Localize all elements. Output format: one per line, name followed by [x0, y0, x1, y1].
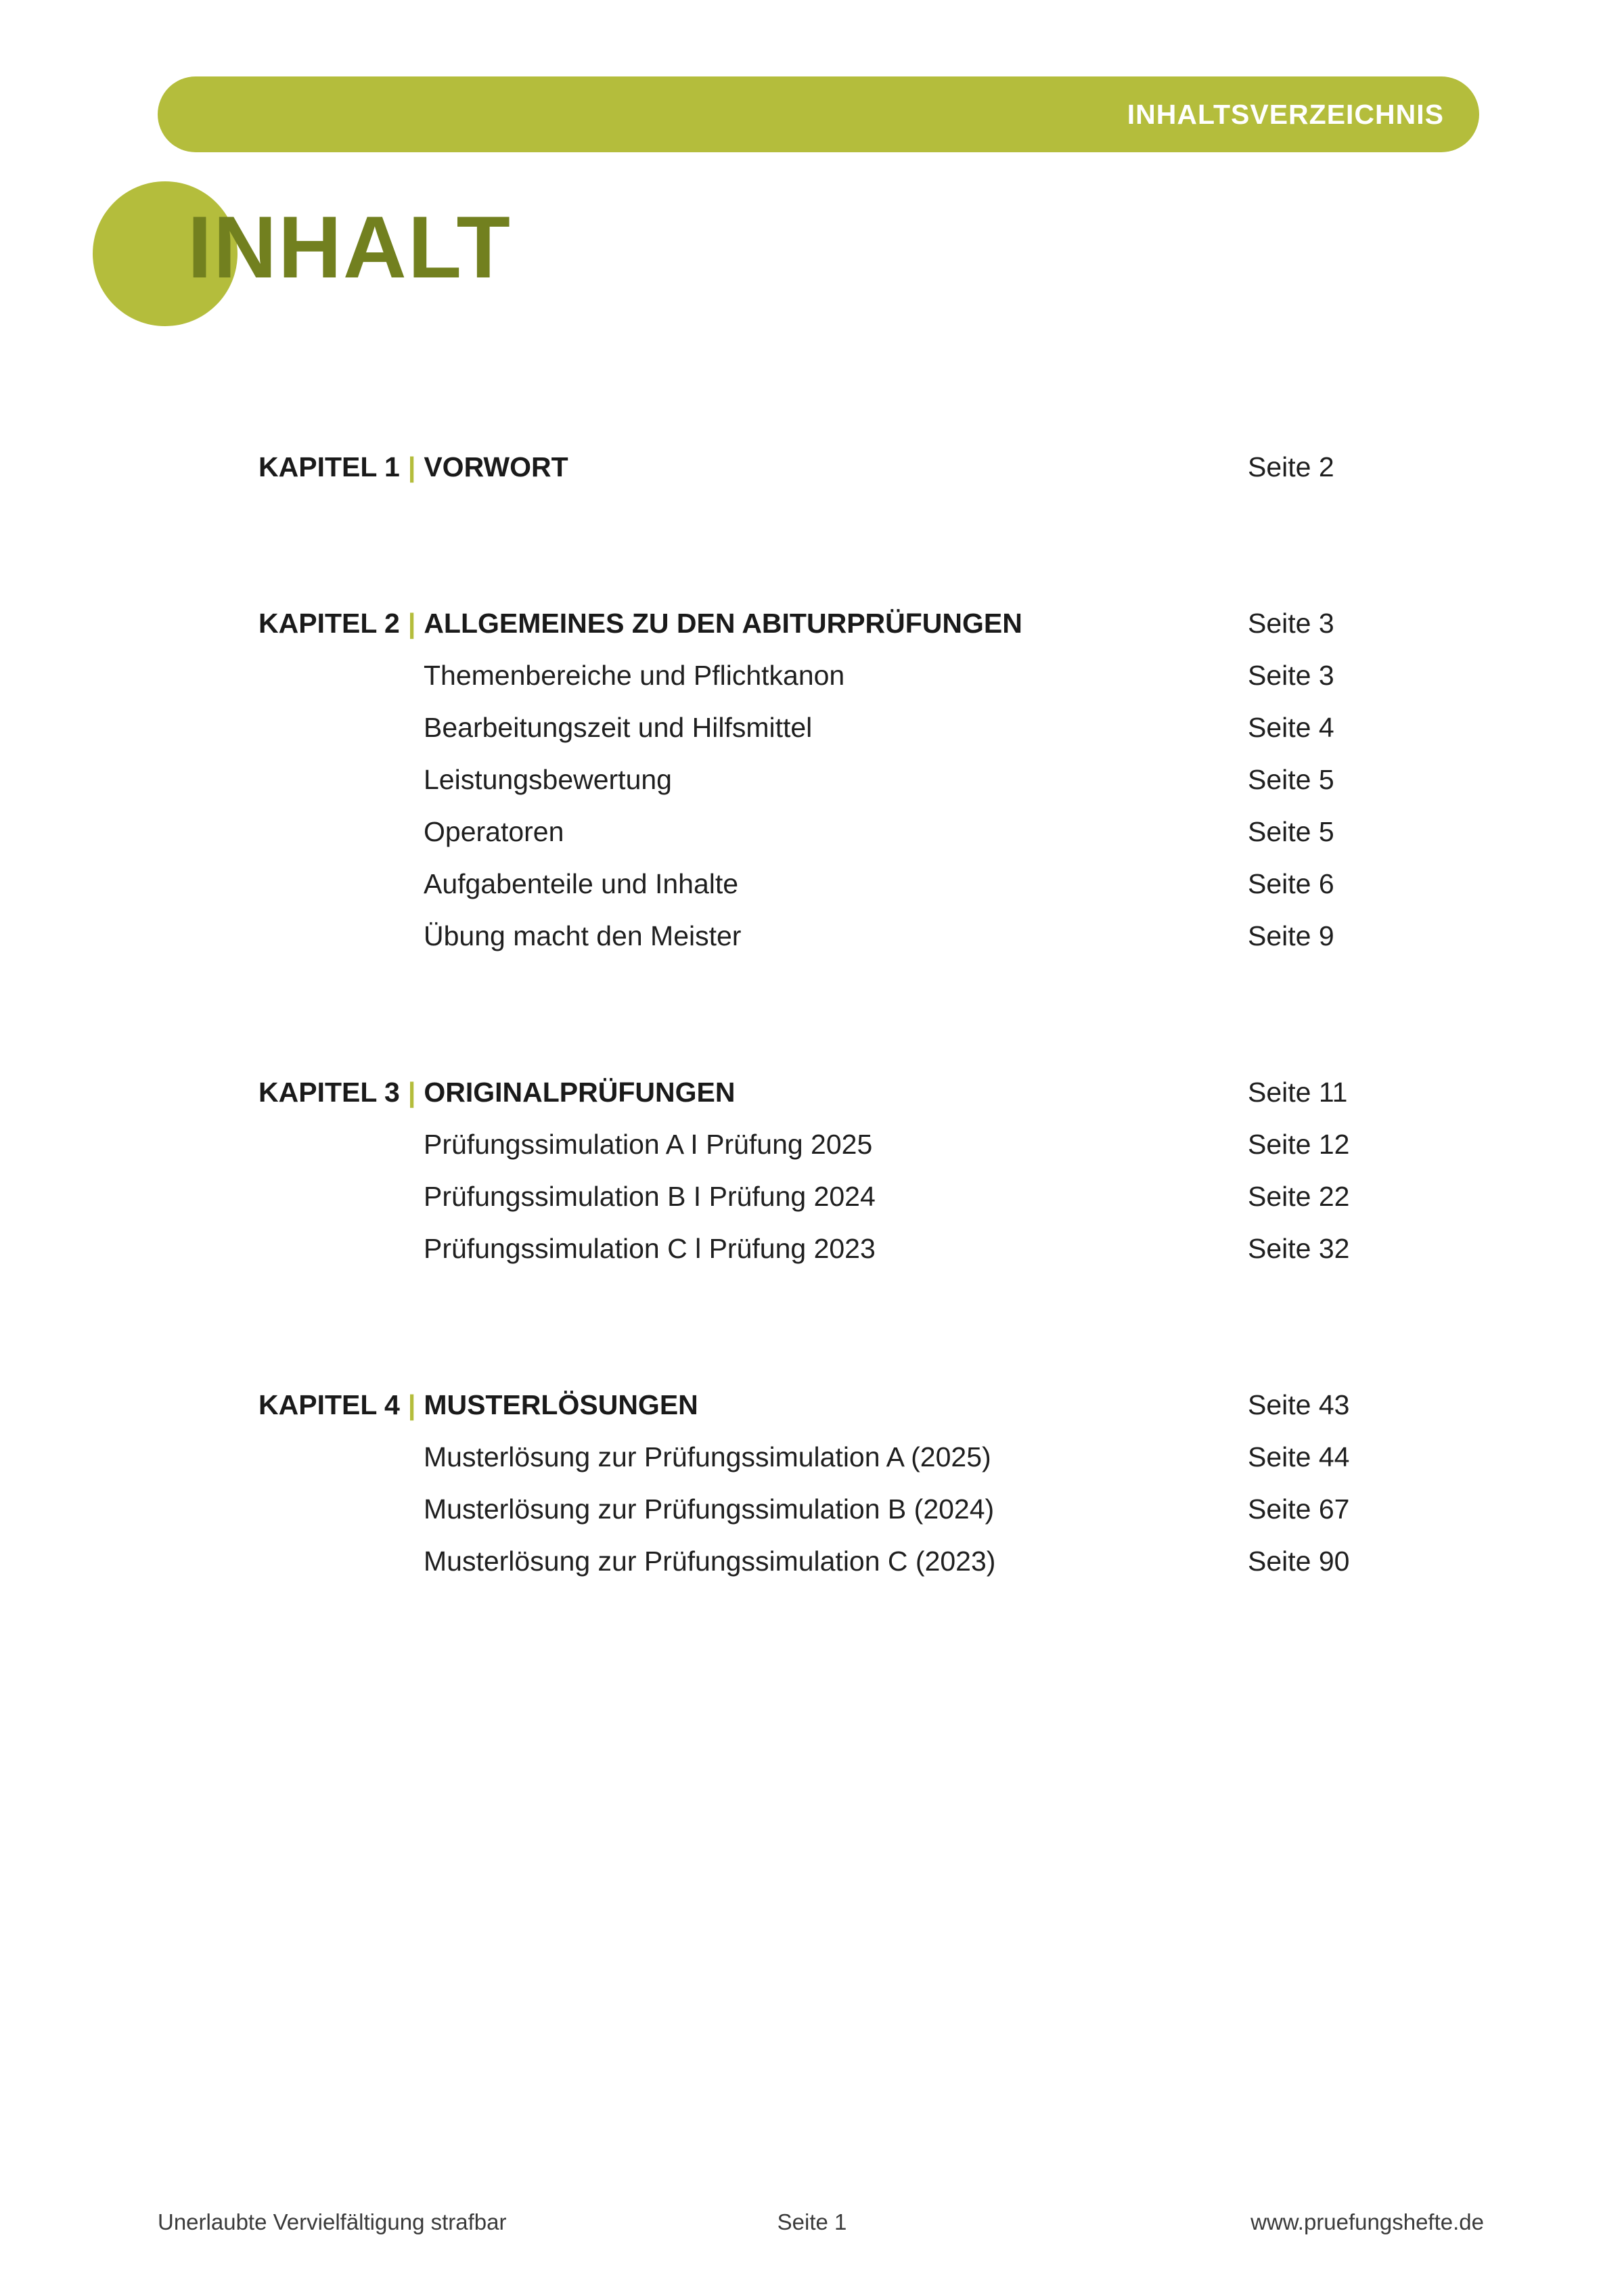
- toc-group-kapitel-4: [258, 1379, 1449, 1588]
- item-title: Prüfungssimulation B I Prüfung 2024: [424, 1181, 876, 1212]
- toc-chapter-row: [258, 441, 1449, 493]
- item-page: Seite 67: [1248, 1493, 1350, 1525]
- chapter-heading: [258, 598, 1248, 650]
- page-footer: [0, 2209, 1624, 2236]
- toc-item-row: [258, 1223, 1449, 1275]
- toc-item-row: [258, 650, 1449, 702]
- chapter-page: Seite 11: [1248, 1077, 1348, 1108]
- toc-item-row: [258, 1483, 1449, 1535]
- item-page: Seite 44: [1248, 1441, 1350, 1472]
- toc-item-row: [258, 702, 1449, 754]
- page-title: INHALT: [187, 198, 512, 296]
- item-page: Seite 3: [1248, 660, 1334, 691]
- chapter-separator: |: [407, 1077, 416, 1108]
- toc-item-row: [258, 1171, 1449, 1223]
- item-title: Prüfungssimulation A I Prüfung 2025: [424, 1129, 873, 1160]
- toc-group-kapitel-1: [258, 441, 1449, 493]
- chapter-separator: |: [407, 608, 416, 639]
- chapter-heading: [258, 1379, 1248, 1431]
- item-title: Prüfungssimulation C l Prüfung 2023: [424, 1233, 876, 1264]
- chapter-label: KAPITEL 4: [258, 1389, 400, 1420]
- item-title: Musterlösung zur Prüfungssimulation A (2025): [424, 1441, 991, 1472]
- chapter-heading: [258, 441, 1248, 493]
- item-title: Musterlösung zur Prüfungssimulation C (2023): [424, 1546, 996, 1577]
- item-title: Leistungsbewertung: [424, 764, 672, 795]
- item-page: Seite 5: [1248, 816, 1334, 847]
- chapter-page: Seite 2: [1248, 451, 1334, 482]
- footer-website: www.pruefungshefte.de: [1250, 2209, 1484, 2234]
- toc-chapter-row: [258, 1379, 1449, 1431]
- table-of-contents: [258, 441, 1449, 1588]
- item-title: Aufgabenteile und Inhalte: [424, 868, 739, 899]
- chapter-title: VORWORT: [424, 451, 568, 482]
- toc-item-row: [258, 806, 1449, 858]
- chapter-title: MUSTERLÖSUNGEN: [424, 1389, 698, 1420]
- item-title: Musterlösung zur Prüfungssimulation B (2024): [424, 1493, 995, 1525]
- chapter-separator: |: [407, 451, 416, 482]
- chapter-page: Seite 43: [1248, 1389, 1350, 1420]
- chapter-page: Seite 3: [1248, 608, 1334, 639]
- item-page: Seite 6: [1248, 868, 1334, 899]
- toc-item-row: [258, 754, 1449, 806]
- header-banner: [158, 76, 1479, 152]
- toc-item-row: [258, 858, 1449, 910]
- toc-group-kapitel-2: [258, 598, 1449, 962]
- toc-item-row: [258, 1431, 1449, 1483]
- toc-chapter-row: [258, 598, 1449, 650]
- item-page: Seite 12: [1248, 1129, 1350, 1160]
- chapter-label: KAPITEL 3: [258, 1077, 400, 1108]
- item-page: Seite 4: [1248, 712, 1334, 743]
- item-page: Seite 9: [1248, 920, 1334, 951]
- chapter-title: ORIGINALPRÜFUNGEN: [424, 1077, 736, 1108]
- item-title: Bearbeitungszeit und Hilfsmittel: [424, 712, 813, 743]
- chapter-label: KAPITEL 1: [258, 451, 400, 482]
- item-title: Themenbereiche und Pflichtkanon: [424, 660, 845, 691]
- toc-group-kapitel-3: [258, 1066, 1449, 1275]
- item-page: Seite 5: [1248, 764, 1334, 795]
- chapter-separator: |: [407, 1389, 416, 1420]
- item-page: Seite 32: [1248, 1233, 1350, 1264]
- item-page: Seite 22: [1248, 1181, 1350, 1212]
- chapter-label: KAPITEL 2: [258, 608, 400, 639]
- toc-chapter-row: [258, 1066, 1449, 1119]
- footer-copyright-notice: Unerlaubte Vervielfältigung strafbar: [158, 2209, 507, 2234]
- banner-label: INHALTSVERZEICHNIS: [1127, 98, 1444, 130]
- chapter-title: ALLGEMEINES ZU DEN ABITURPRÜFUNGEN: [424, 608, 1022, 639]
- item-page: Seite 90: [1248, 1546, 1350, 1577]
- chapter-heading: [258, 1066, 1248, 1119]
- toc-item-row: [258, 1535, 1449, 1588]
- item-title: Übung macht den Meister: [424, 920, 742, 951]
- item-title: Operatoren: [424, 816, 564, 847]
- footer-page-number: Seite 1: [777, 2209, 847, 2234]
- toc-item-row: [258, 1119, 1449, 1171]
- toc-item-row: [258, 910, 1449, 962]
